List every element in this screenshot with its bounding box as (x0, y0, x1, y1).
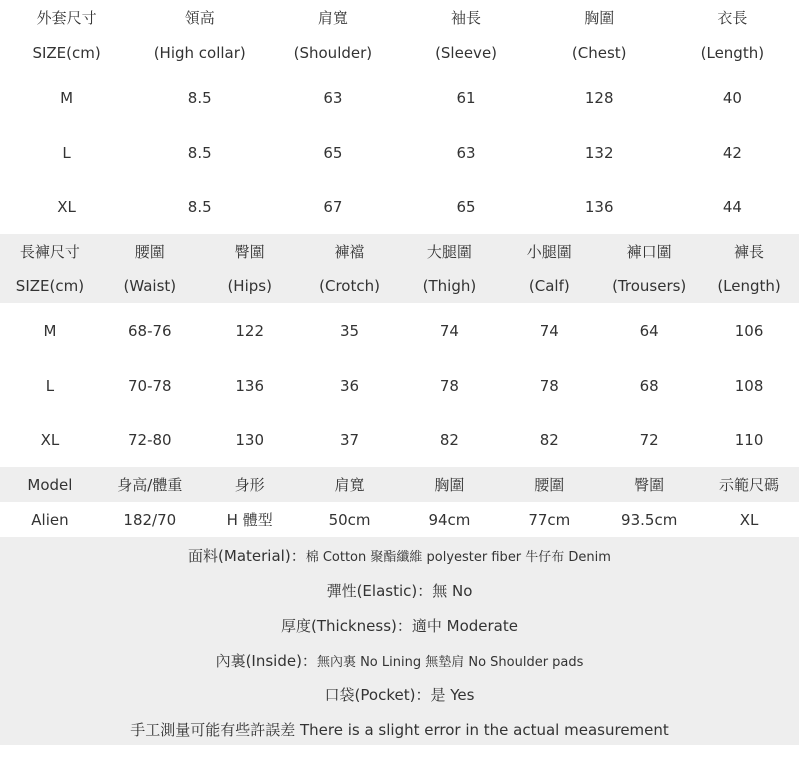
pocket-value: 是 Yes (430, 686, 475, 704)
table-cell: L (62, 143, 71, 162)
pants-header-cell: 褲襠 (334, 242, 365, 261)
table-cell: 78 (439, 376, 459, 395)
pants-header-cell: 褲口圍 (626, 242, 672, 261)
inside-value: 無內裏 No Lining 無墊肩 No Shoulder pads (316, 655, 584, 670)
thickness-label: 厚度(Thickness)： (281, 617, 412, 635)
table-cell: 136 (235, 376, 264, 395)
pants-header-cell: (Trousers) (612, 276, 687, 295)
table-cell: XL (57, 198, 76, 216)
pants-header-cell: (Thigh) (422, 276, 477, 295)
pants-header-cell: (Calf) (528, 276, 570, 295)
jacket-row-xl (0, 180, 799, 234)
jacket-header-cell: SIZE(cm) (32, 43, 101, 62)
pants-header-cell: (Hips) (227, 276, 272, 295)
table-cell: 128 (584, 88, 614, 107)
table-cell: 50cm (328, 510, 371, 529)
table-cell: 36 (340, 376, 360, 395)
elastic-line (0, 580, 799, 601)
jacket-row-m (0, 70, 799, 125)
jacket-header-cell: 外套尺寸 (36, 9, 97, 27)
pants-header-cell: 長褲尺寸 (19, 242, 80, 261)
model-header-cell: 腰圍 (534, 476, 565, 494)
table-cell: 132 (584, 143, 614, 162)
table-cell: 8.5 (187, 88, 212, 107)
measurement-error-note: 手工測量可能有些許誤差 There is a slight error in the actual measurement (130, 721, 669, 739)
pants-row-m (0, 303, 799, 358)
table-cell: 72 (639, 431, 659, 449)
table-cell: 44 (722, 198, 742, 216)
table-cell: 110 (734, 431, 764, 449)
jacket-row-l (0, 125, 799, 180)
model-header-cell: 示範尺碼 (719, 476, 780, 494)
model-header-cell: Model (27, 475, 73, 494)
model-header-cell: 臀圍 (634, 476, 665, 494)
table-cell: 70-78 (128, 376, 172, 395)
fabric-info-panel (0, 537, 799, 745)
table-cell: 61 (456, 88, 476, 107)
table-cell: 37 (340, 431, 360, 449)
jacket-header-cell: 胸圍 (584, 9, 615, 27)
model-header-cell: 胸圍 (434, 476, 465, 494)
table-cell: XL (40, 431, 60, 449)
material-value: 棉 Cotton 聚酯纖維 polyester fiber 牛仔布 Denim (305, 550, 611, 565)
pants-header-zh (0, 234, 799, 268)
table-cell: 8.5 (187, 143, 212, 162)
pocket-label: 口袋(Pocket)： (324, 686, 431, 704)
pants-header-cell: 褲長 (734, 242, 765, 261)
jacket-header-zh (0, 0, 799, 35)
table-cell: 35 (340, 321, 360, 340)
pants-header-cell: 臀圍 (234, 242, 265, 261)
pants-header-cell: 小腿圍 (526, 242, 572, 261)
table-cell: 82 (539, 431, 559, 449)
table-cell: 74 (539, 321, 559, 340)
table-cell: 108 (734, 376, 764, 395)
elastic-label: 彈性(Elastic)： (326, 582, 433, 600)
table-cell: L (45, 376, 55, 395)
table-cell: 63 (323, 88, 343, 107)
table-cell: 77cm (528, 510, 571, 529)
thickness-value: 適中 Moderate (411, 617, 518, 635)
jacket-header-cell: (Shoulder) (293, 43, 373, 62)
pants-header-cell: 腰圍 (134, 242, 165, 261)
table-cell: H 體型 (226, 511, 273, 529)
table-cell: 136 (584, 198, 614, 216)
table-cell: 8.5 (187, 198, 212, 216)
table-cell: 74 (439, 321, 459, 340)
table-cell: 130 (235, 431, 264, 449)
pants-row-l (0, 358, 799, 413)
jacket-header-cell: (Chest) (571, 43, 627, 62)
pants-row-xl (0, 413, 799, 467)
material-line (0, 545, 799, 566)
jacket-header-cell: 衣長 (717, 9, 748, 27)
pants-header-cell: SIZE(cm) (15, 276, 85, 295)
table-cell: 78 (539, 376, 559, 395)
table-cell: 182/70 (123, 510, 177, 529)
thickness-line (0, 615, 799, 636)
table-cell: XL (739, 510, 759, 529)
table-cell: 65 (456, 198, 476, 216)
jacket-header-cell: 領高 (184, 9, 215, 27)
jacket-header-en (0, 35, 799, 70)
pants-header-cell: (Length) (717, 276, 781, 295)
pants-header-cell: (Waist) (123, 276, 177, 295)
table-cell: 63 (456, 143, 476, 162)
table-cell: 68-76 (128, 321, 172, 340)
table-cell: 122 (235, 321, 264, 340)
model-values (0, 502, 799, 537)
jacket-header-cell: (High collar) (153, 43, 246, 62)
inside-label: 內裏(Inside)： (215, 652, 317, 670)
table-cell: 68 (639, 376, 659, 395)
jacket-header-cell: (Sleeve) (435, 43, 498, 62)
jacket-header-cell: 袖長 (451, 9, 482, 27)
pants-header-cell: 大腿圍 (426, 242, 472, 261)
pocket-line (0, 684, 799, 705)
model-header (0, 467, 799, 502)
pants-header-en (0, 268, 799, 303)
table-cell: 93.5cm (621, 510, 678, 529)
model-header-cell: 身形 (234, 476, 265, 494)
pants-header-cell: (Crotch) (319, 276, 380, 295)
table-cell: 94cm (428, 510, 471, 529)
elastic-value: 無 No (432, 582, 473, 600)
jacket-header-cell: 肩寬 (317, 9, 348, 27)
table-cell: Alien (31, 510, 69, 529)
table-cell: 64 (639, 321, 659, 340)
table-cell: 106 (734, 321, 764, 340)
table-cell: 40 (722, 88, 742, 107)
model-header-cell: 肩寬 (334, 476, 365, 494)
table-cell: 82 (439, 431, 459, 449)
table-cell: 65 (323, 143, 343, 162)
table-cell: M (60, 88, 74, 107)
table-cell: 67 (323, 198, 343, 216)
table-cell: 72-80 (128, 431, 172, 449)
material-label: 面料(Material)： (188, 547, 306, 565)
jacket-header-cell: (Length) (700, 43, 765, 62)
table-cell: M (43, 321, 57, 340)
model-header-cell: 身高/體重 (117, 476, 183, 494)
inside-line (0, 650, 799, 671)
table-cell: 42 (722, 143, 742, 162)
